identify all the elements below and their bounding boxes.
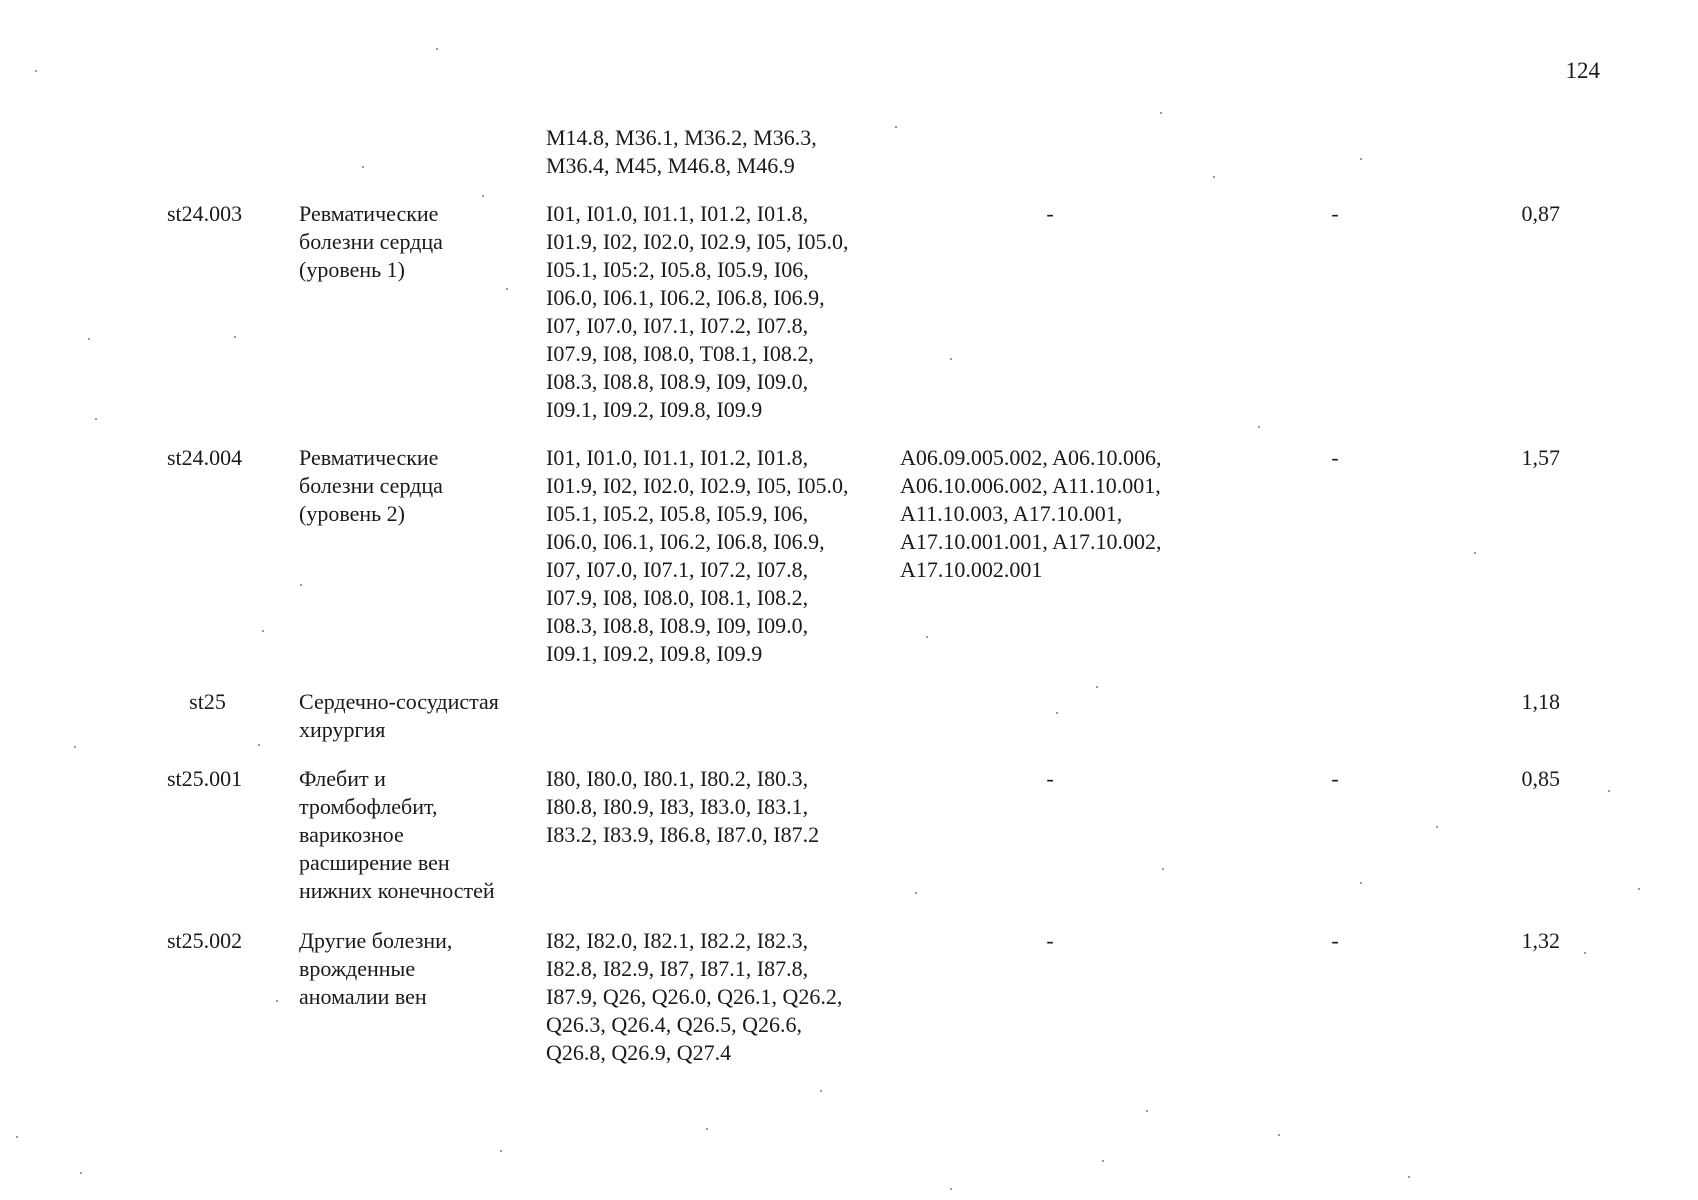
scan-speck (80, 1172, 82, 1174)
scan-speck (1474, 552, 1476, 554)
scan-speck (88, 338, 90, 340)
coefficient-cell: 1,57 (1521, 445, 1560, 470)
group-name-cell: Ревматические болезни сердца (уровень 1) (299, 201, 443, 282)
additional-criteria-cell: - (1046, 201, 1054, 226)
icd-codes-cell: I01, I01.0, I01.1, I01.2, I01.8, I01.9, I02, I02.0, I02.9, I05, I05.0, I05.1, I05:2, I05.8, I05.9, I06, I06.0, I06.1, I06.2, I06.8, I06.9, I07, I07.0, I07.1, I07.2, I07.8, I07.9, I08, I08.0, T08.1, I08.2, I08.3, I08.8, I08.9, I09, I09.0, I09.1, I09.2, I09.8, I09.9 (546, 201, 849, 422)
other-criteria-cell: - (1331, 928, 1339, 953)
other-criteria-cell: - (1331, 201, 1339, 226)
scan-speck (1213, 176, 1215, 178)
scan-speck (1146, 1110, 1148, 1112)
other-criteria-cell: - (1331, 445, 1339, 470)
page-number: 124 (1565, 58, 1600, 83)
scan-speck (1162, 868, 1164, 870)
group-name-cell: Другие болезни, врожденные аномалии вен (299, 928, 453, 1009)
icd-codes-cell: I82, I82.0, I82.1, I82.2, I82.3, I82.8, I82.9, I87, I87.1, I87.8, I87.9, Q26, Q26.0, Q26.1, Q26.2, Q26.3, Q26.4, Q26.5, Q26.6, Q26.8, Q26.9, Q27.4 (546, 928, 843, 1065)
scan-speck (1608, 790, 1610, 792)
scan-speck (926, 636, 928, 638)
scan-speck (1258, 426, 1260, 428)
scan-speck (16, 1136, 18, 1138)
group-name-cell: Сердечно-сосудистая хирургия (299, 689, 499, 742)
coefficient-cell: 1,18 (1521, 689, 1560, 714)
scan-speck (895, 126, 897, 128)
scan-speck (1638, 888, 1640, 890)
group-name-cell: Ревматические болезни сердца (уровень 2) (299, 445, 443, 526)
scan-speck (482, 195, 484, 197)
scan-speck (300, 584, 302, 586)
scan-speck (1096, 686, 1098, 688)
scan-speck (1408, 1176, 1410, 1178)
scan-speck (95, 418, 97, 420)
scan-speck (1056, 712, 1058, 714)
scan-speck (262, 630, 264, 632)
scan-speck (362, 166, 364, 168)
scan-speck (1584, 952, 1586, 954)
group-code-cell: st25.001 (167, 766, 243, 791)
scan-speck (1160, 112, 1162, 114)
coefficient-cell: 0,85 (1521, 766, 1560, 791)
scan-speck (950, 358, 952, 360)
scan-speck (1360, 158, 1362, 160)
scan-speck (74, 746, 76, 748)
scan-speck (1436, 826, 1438, 828)
scan-speck (820, 1090, 822, 1092)
scan-speck (1278, 1134, 1280, 1136)
scan-speck (1102, 1160, 1104, 1162)
coefficient-cell: 1,32 (1521, 928, 1560, 953)
scan-speck (706, 1128, 708, 1130)
icd-codes-cell: M14.8, M36.1, M36.2, M36.3, M36.4, M45, M46.8, M46.9 (546, 125, 817, 178)
scan-speck (1360, 882, 1362, 884)
scan-speck (506, 288, 508, 290)
procedure-codes-cell: A06.09.005.002, A06.10.006, A06.10.006.002, A11.10.001, A11.10.003, A17.10.001, A17.10.001.001, A17.10.002, A17.10.002.001 (900, 445, 1162, 582)
other-criteria-cell: - (1331, 766, 1339, 791)
scan-speck (915, 892, 917, 894)
group-code-cell: st25 (189, 689, 226, 714)
group-code-cell: st24.004 (167, 445, 243, 470)
icd-codes-cell: I80, I80.0, I80.1, I80.2, I80.3, I80.8, I80.9, I83, I83.0, I83.1, I83.2, I83.9, I86.8, I87.0, I87.2 (546, 766, 820, 847)
scan-speck (35, 70, 37, 72)
additional-criteria-cell: - (1046, 928, 1054, 953)
icd-codes-cell: I01, I01.0, I01.1, I01.2, I01.8, I01.9, I02, I02.0, I02.9, I05, I05.0, I05.1, I05.2, I05.8, I05.9, I06, I06.0, I06.1, I06.2, I06.8, I06.9, I07, I07.0, I07.1, I07.2, I07.8, I07.9, I08, I08.0, I08.1, I08.2, I08.3, I08.8, I08.9, I09, I09.0, I09.1, I09.2, I09.8, I09.9 (546, 445, 849, 666)
additional-criteria-cell: - (1046, 766, 1054, 791)
group-code-cell: st24.003 (167, 201, 243, 226)
scan-speck (500, 1150, 502, 1152)
scan-speck (234, 336, 236, 338)
scan-speck (950, 1188, 952, 1190)
group-name-cell: Флебит и тромбофлебит, варикозное расширение вен нижних конечностей (299, 766, 495, 903)
coefficient-cell: 0,87 (1521, 201, 1560, 226)
scan-speck (436, 48, 438, 50)
scan-speck (258, 744, 260, 746)
scan-speck (276, 1000, 278, 1002)
group-code-cell: st25.002 (167, 928, 243, 953)
